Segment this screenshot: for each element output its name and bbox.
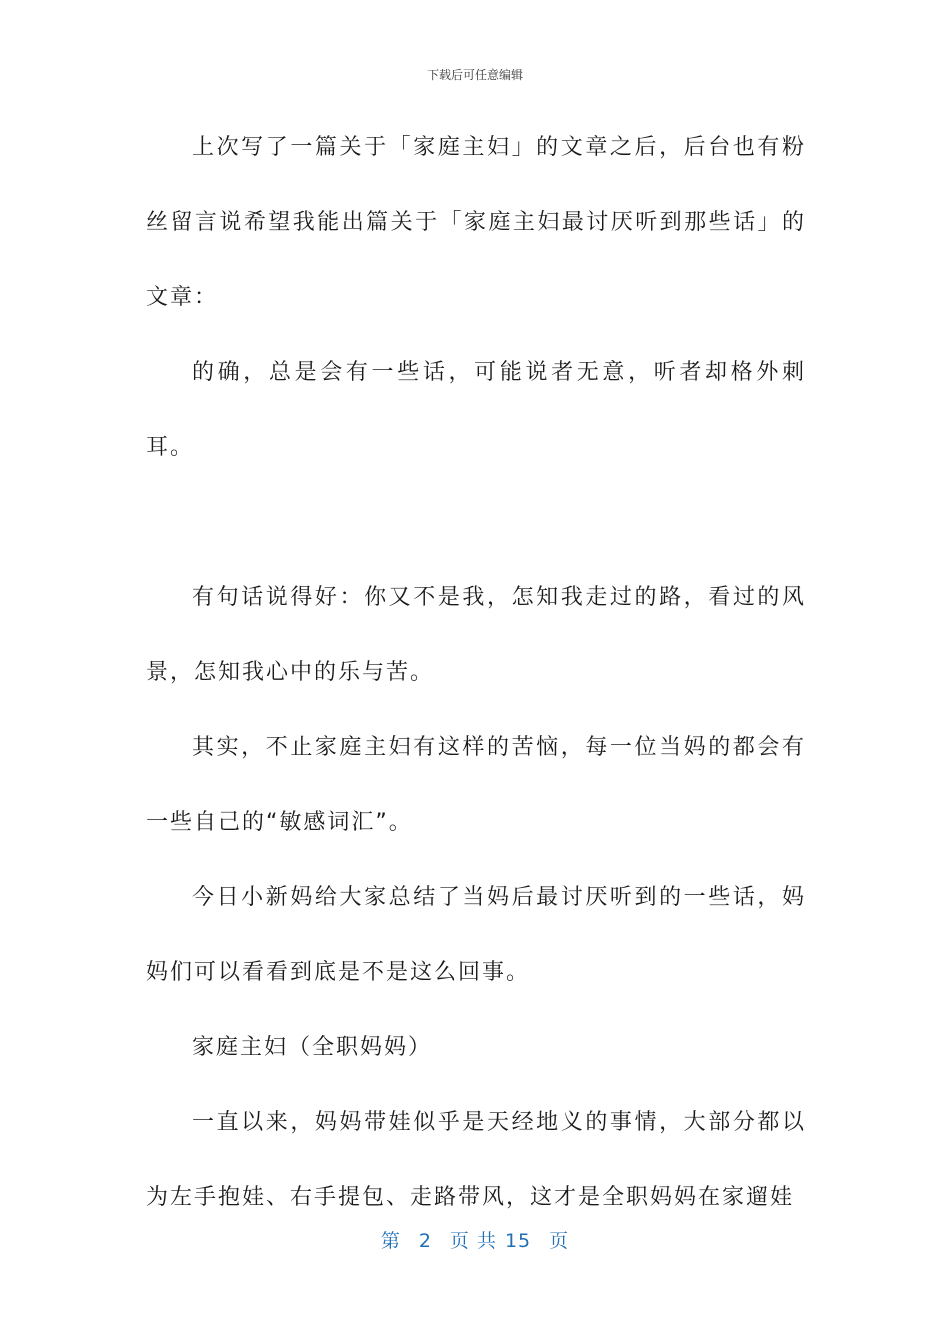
paragraph-5: 今日小新妈给大家总结了当妈后最讨厌听到的一些话，妈妈们可以看看到底是不是这么回事。 — [146, 885, 806, 985]
header-note: 下载后可任意编辑 — [426, 68, 523, 82]
blank-line — [146, 485, 806, 560]
total-pages-number: 15 — [504, 1230, 532, 1252]
paragraph-2: 的确，总是会有一些话，可能说者无意，听者却格外刺耳。 — [146, 360, 806, 460]
paragraph-6: 一直以来，妈妈带娃似乎是天经地义的事情，大部分都以为左手抱娃、右手提包、走路带风，这才是全职妈妈在家遛娃 — [146, 1110, 806, 1210]
paragraph-1: 上次写了一篇关于「家庭主妇」的文章之后，后台也有粉丝留言说希望我能出篇关于「家庭主妇最讨厌听到那些话」的文章： — [146, 135, 806, 310]
paragraph-4: 其实，不止家庭主妇有这样的苦恼，每一位当妈的都会有一些自己的“敏感词汇”。 — [146, 735, 806, 835]
footer-middle: 页 共 — [449, 1230, 497, 1252]
footer-suffix: 页 — [549, 1230, 570, 1252]
document-body — [146, 110, 806, 1235]
footer-prefix: 第 — [380, 1230, 401, 1252]
paragraph-3: 有句话说得好：你又不是我，怎知我走过的路，看过的风景，怎知我心中的乐与苦。 — [146, 585, 806, 685]
page-footer — [0, 1226, 950, 1253]
current-page-number: 2 — [418, 1230, 432, 1252]
section-heading: 家庭主妇（全职妈妈） — [192, 1035, 433, 1060]
